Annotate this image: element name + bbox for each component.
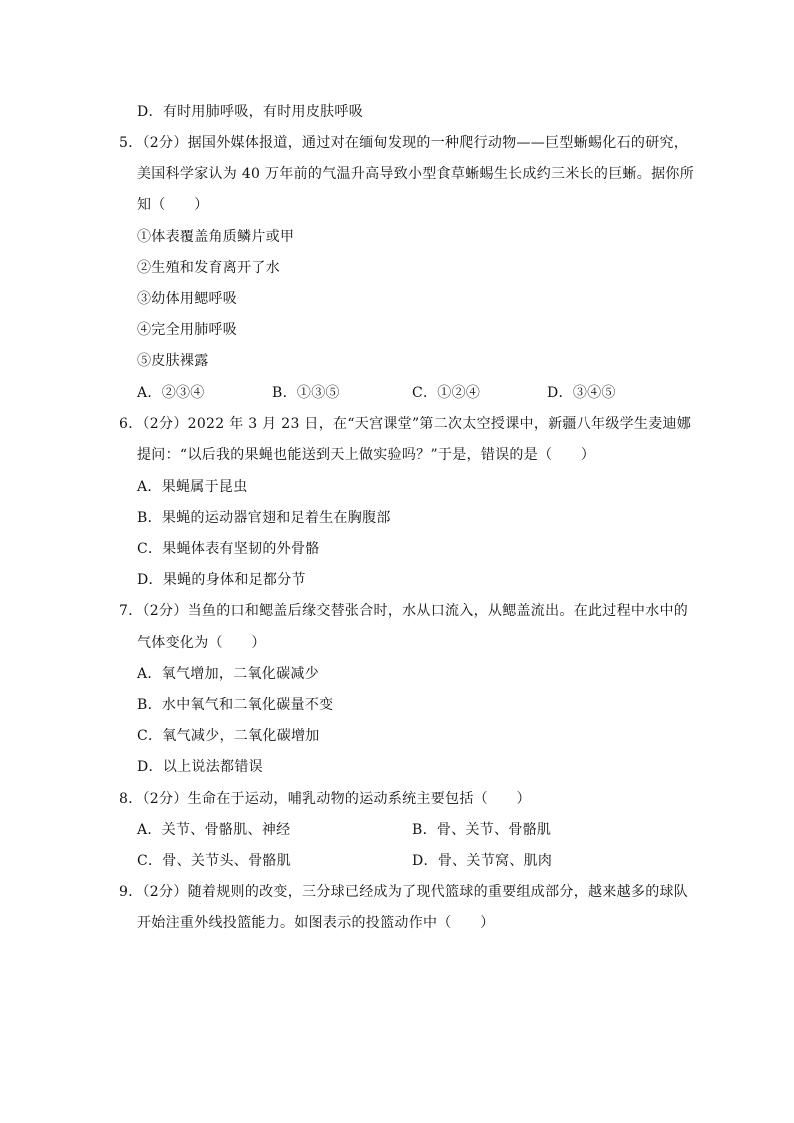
q5-stem-line3: 知（ ） bbox=[137, 197, 209, 213]
q5-item-4: ④完全用肺呼吸 bbox=[137, 322, 238, 338]
q8-option-a: A．关节、骨骼肌、神经 bbox=[137, 822, 291, 838]
q5-option-b: B．①③⑤ bbox=[272, 385, 340, 401]
q5-item-1: ①体表覆盖角质鳞片或甲 bbox=[137, 229, 295, 245]
q8-option-d: D．骨、关节窝、肌肉 bbox=[412, 853, 553, 869]
q9-stem-line1: 9．（2分）随着规则的改变，三分球已经成为了现代篮球的重要组成部分，越来越多的球队 bbox=[119, 884, 689, 900]
q6-option-c: C．果蝇体表有坚韧的外骨骼 bbox=[137, 541, 320, 557]
q7-stem-line2: 气体变化为（ ） bbox=[137, 635, 266, 651]
q7-option-a: A．氧气增加，二氧化碳减少 bbox=[137, 666, 320, 682]
q5-option-c: C．①②④ bbox=[412, 385, 481, 401]
q6-stem-line1: 6．（2分）2022 年 3 月 23 日，在“天宫课堂”第二次太空授课中，新疆八年级学生麦迪娜 bbox=[119, 416, 692, 432]
q6-option-a: A．果蝇属于昆虫 bbox=[137, 479, 248, 495]
q7-option-c: C．氧气减少，二氧化碳增加 bbox=[137, 728, 320, 744]
q8-stem-line1: 8．（2分）生命在于运动，哺乳动物的运动系统主要包括（ ） bbox=[119, 791, 531, 807]
q6-option-d: D．果蝇的身体和足都分节 bbox=[137, 572, 306, 588]
q7-stem-line1: 7．（2分）当鱼的口和鳃盖后缘交替张合时，水从口流入，从鳃盖流出。在此过程中水中的 bbox=[119, 603, 689, 619]
q9-stem-line2: 开始注重外线投篮能力。如图表示的投篮动作中（ ） bbox=[137, 915, 495, 931]
q5-stem-line1: 5．（2分）据国外媒体报道，通过对在缅甸发现的一种爬行动物——巨型蜥蜴化石的研究， bbox=[119, 135, 689, 151]
q7-option-b: B．水中氧气和二氧化碳量不变 bbox=[137, 697, 334, 713]
q7-option-d: D．以上说法都错误 bbox=[137, 759, 263, 775]
q6-option-b: B．果蝇的运动器官翅和足着生在胸腹部 bbox=[137, 510, 391, 526]
q5-item-5: ⑤皮肤裸露 bbox=[137, 353, 209, 369]
q6-stem-line2: 提问：“以后我的果蝇也能送到天上做实验吗？”于是，错误的是（ ） bbox=[137, 447, 596, 463]
q4-option-d: D．有时用肺呼吸，有时用皮肤呼吸 bbox=[137, 104, 364, 120]
q5-item-3: ③幼体用鳃呼吸 bbox=[137, 291, 238, 307]
q8-option-c: C．骨、关节头、骨骼肌 bbox=[137, 853, 292, 869]
q8-option-b: B．骨、关节、骨骼肌 bbox=[412, 822, 552, 838]
q5-option-a: A．②③④ bbox=[137, 385, 205, 401]
q5-option-d: D．③④⑤ bbox=[547, 385, 616, 401]
q5-item-2: ②生殖和发育离开了水 bbox=[137, 260, 280, 276]
q5-stem-line2: 美国科学家认为 40 万年前的气温升高导致小型食草蜥蜴生长成约三米长的巨蜥。据你所 bbox=[137, 166, 695, 182]
